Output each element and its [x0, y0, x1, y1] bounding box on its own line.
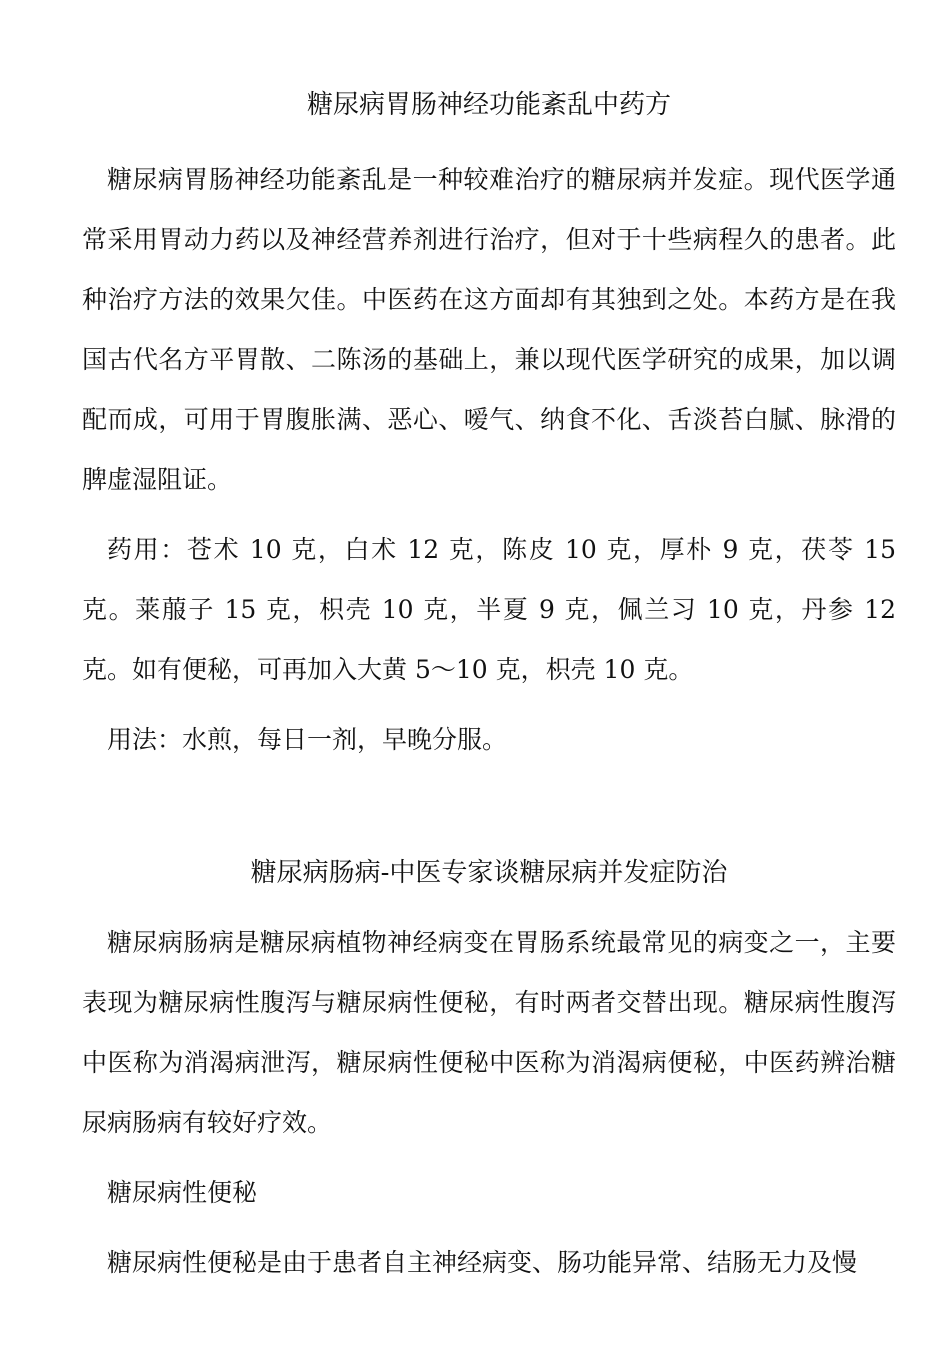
article2-paragraph-intro: 糖尿病肠病是糖尿病植物神经病变在胃肠系统最常见的病变之一，主要表现为糖尿病性腹泻与糖尿病性便秘，有时两者交替出现。糖尿病性腹泻中医称为消渴病泄泻，糖尿病性便秘中医称为消渴病便秘，中医药辨治糖尿病肠病有较好疗效。 — [82, 928, 896, 1137]
article1-paragraph-intro: 糖尿病胃肠神经功能紊乱是一种较难治疗的糖尿病并发症。现代医学通常采用胃动力药以及神经营养剂进行治疗，但对于十些病程久的患者。此种治疗方法的效果欠佳。中医药在这方面却有其独到之处。本药方是在我国古代名方平胃散、二陈汤的基础上，兼以现代医学研究的成果，加以调配而成，可用于胃腹胀满、恶心、嗳气、纳食不化、舌淡苔白腻、脉滑的脾虚湿阻证。 — [82, 165, 896, 494]
article1-paragraph-usage: 用法：水煎，每日一剂，早晚分服。 — [107, 725, 508, 754]
article1-paragraph-ingredients: 药用：苍术 10 克，白术 12 克，陈皮 10 克，厚朴 9 克，茯苓 15 克。莱菔子 15 克，枳壳 10 克，半夏 9 克，佩兰习 10 克，丹参 12 克。如有便秘，可再加入大黄 5～10 克，枳壳 10 克。 — [82, 535, 896, 684]
article2-subheading-constipation: 糖尿病性便秘 — [107, 1178, 258, 1207]
article2-body — [82, 913, 896, 1293]
article2-paragraph-constipation: 糖尿病性便秘是由于患者自主神经病变、肠功能异常、结肠无力及慢 — [107, 1248, 858, 1277]
article1-body — [82, 150, 896, 770]
article1-title: 糖尿病胃肠神经功能紊乱中药方 — [306, 90, 671, 120]
article2-title: 糖尿病肠病-中医专家谈糖尿病并发症防治 — [250, 858, 728, 888]
